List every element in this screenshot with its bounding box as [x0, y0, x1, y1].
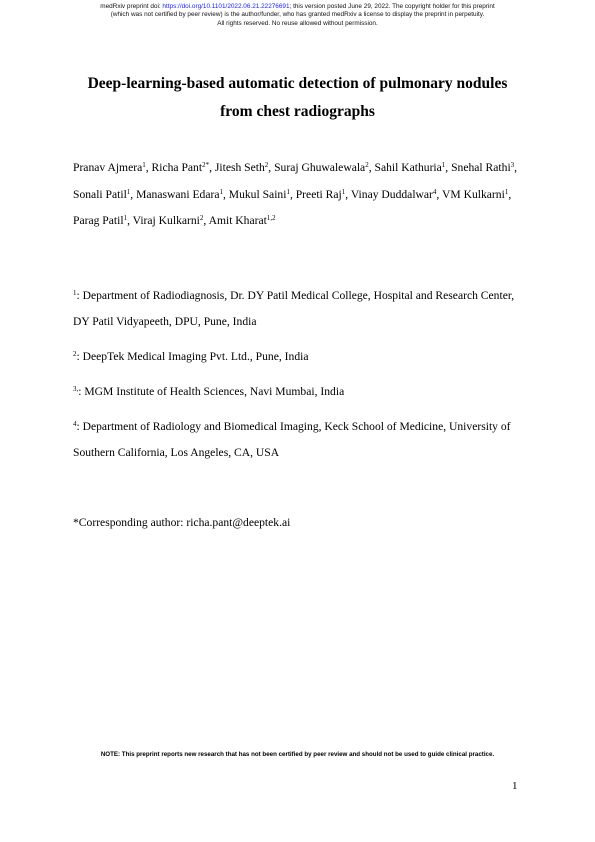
author	[209, 214, 276, 227]
author	[351, 188, 442, 201]
author-separator: ,	[436, 187, 443, 201]
affiliation-1	[73, 283, 525, 335]
author-separator: ,	[209, 161, 215, 174]
author-affiliation-mark: 1	[219, 187, 223, 196]
author	[451, 161, 517, 174]
author-separator: ,	[127, 214, 133, 227]
author	[133, 214, 209, 227]
author-separator: ,	[203, 214, 209, 227]
affiliation-text: : MGM Institute of Health Sciences, Navi Mumbai, India	[78, 385, 345, 398]
author-affiliation-mark: 1	[341, 187, 346, 196]
author-affiliation-mark: 3	[510, 161, 515, 169]
author-affiliation-mark: 1	[126, 187, 131, 196]
author	[274, 161, 374, 174]
affiliation-text: : Department of Radiology and Biomedical Imaging, Keck School of Medicine, University of Southern California, Los Angeles, CA, USA	[73, 420, 511, 459]
preprint-disclaimer-note: NOTE: This preprint reports new research that has not been certified by peer review and should not be used to guide clinical practice.	[100, 751, 495, 758]
author-name: Richa Pant	[151, 161, 203, 174]
author-affiliation-mark: 1	[142, 161, 146, 169]
author-separator: ,	[368, 161, 375, 174]
author-affiliation-mark: 2	[264, 161, 269, 169]
author	[152, 161, 215, 174]
author-affiliation-mark: 1	[123, 214, 128, 222]
header-line-1	[0, 3, 595, 11]
author-name: Parag Patil	[73, 214, 124, 227]
affiliation-4	[73, 414, 525, 466]
affiliation-text: : DeepTek Medical Imaging Pvt. Ltd., Pune, India	[76, 350, 309, 363]
author-affiliation-mark: 4	[432, 187, 437, 196]
author-separator: ,	[508, 187, 512, 201]
author-affiliation-mark: 1	[441, 161, 446, 169]
affiliation-number: 4	[73, 420, 77, 428]
header-line-2: (which was not certified by peer review) is the author/funder, who has granted medRxiv a license to display the preprint in perpetuity.	[110, 11, 485, 19]
author-separator: ,	[289, 187, 296, 201]
author-name: Jitesh Seth	[214, 161, 265, 174]
author-separator: ,	[222, 187, 229, 201]
header-doi-prefix: medRxiv preprint doi:	[100, 3, 163, 10]
author	[136, 188, 229, 201]
author-name: VM Kulkarni	[442, 187, 505, 201]
author-name: Preeti Raj	[295, 187, 342, 201]
author-name: Manaswani Edara	[136, 187, 220, 201]
author-separator: ,	[145, 161, 152, 174]
title-line-1: Deep-learning-based automatic detection of pulmonary nodules	[87, 75, 508, 92]
corresponding-author: *Corresponding author: richa.pant@deeptek.ai	[73, 516, 291, 529]
author-separator: ,	[514, 161, 518, 174]
title-line-2: from chest radiographs	[220, 103, 375, 120]
author	[215, 161, 274, 174]
affiliation-number: 2	[73, 350, 77, 358]
author-name: Amit Kharat	[208, 214, 267, 227]
author	[73, 188, 136, 201]
doi-link[interactable]: https://doi.org/10.1101/2022.06.21.22276691	[162, 3, 290, 10]
author-affiliation-mark: 1	[504, 187, 509, 196]
author-affiliation-mark: 2	[199, 214, 204, 222]
author-separator: ,	[130, 187, 137, 201]
author-name: Snehal Rathi	[451, 161, 511, 174]
affiliation-3	[73, 379, 525, 405]
affiliation-text: : Department of Radiodiagnosis, Dr. DY Patil Medical College, Hospital and Research Center, DY Patil Vidyapeeth, DPU, Pune, India	[73, 289, 515, 328]
author-name: Suraj Ghuwalewala	[274, 161, 366, 174]
preprint-header	[0, 3, 595, 28]
page-number: 1	[512, 780, 518, 792]
author-name: Viraj Kulkarni	[132, 214, 200, 227]
author-name: Vinay Duddalwar	[350, 187, 433, 201]
author	[375, 161, 452, 174]
author-name: Sonali Patil	[73, 187, 127, 201]
author-name: Mukul Saini	[228, 187, 287, 201]
author-list	[73, 155, 525, 235]
author-separator: ,	[345, 187, 351, 201]
author-name: Sahil Kathuria	[374, 161, 442, 174]
author-affiliation-mark: 2*	[202, 161, 210, 169]
affiliation-2	[73, 344, 525, 370]
author	[296, 188, 351, 201]
author-separator: ,	[445, 161, 452, 174]
header-line-3: All rights reserved. No reuse allowed without permission.	[217, 19, 378, 27]
paper-title	[0, 70, 595, 126]
author-affiliation-mark: 1,2	[266, 214, 276, 222]
author-separator: ,	[268, 161, 275, 174]
affiliation-number: 3,	[73, 385, 79, 393]
author-affiliation-mark: 2	[365, 161, 369, 169]
author	[442, 188, 511, 201]
author	[229, 188, 296, 201]
author	[73, 161, 152, 174]
author-name: Pranav Ajmera	[73, 161, 143, 174]
affiliation-number: 1	[73, 289, 77, 297]
author-affiliation-mark: 1	[286, 187, 290, 196]
header-posted-text: ; this version posted June 29, 2022. The copyright holder for this preprint	[289, 3, 495, 10]
author	[73, 214, 133, 227]
